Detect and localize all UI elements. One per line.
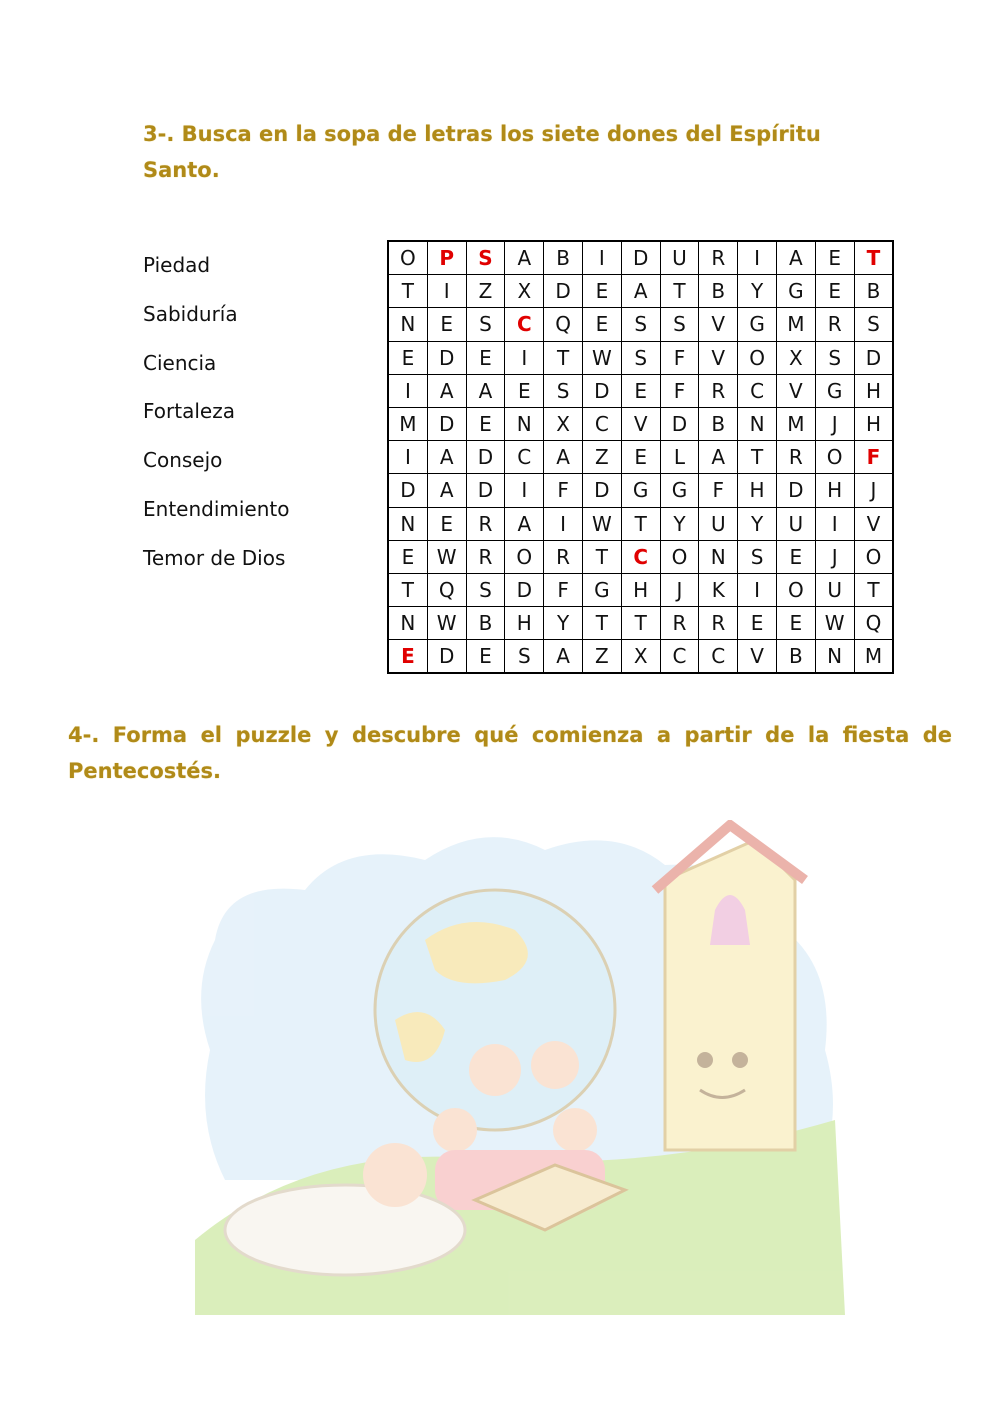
grid-cell: E bbox=[427, 507, 466, 540]
grid-cell: R bbox=[544, 540, 583, 573]
grid-cell: G bbox=[582, 573, 621, 606]
grid-cell: O bbox=[815, 441, 854, 474]
grid-cell: F bbox=[544, 573, 583, 606]
grid-cell: X bbox=[776, 341, 815, 374]
word-item: Ciencia bbox=[143, 350, 217, 375]
grid-cell: S bbox=[854, 308, 893, 341]
grid-cell: R bbox=[466, 507, 505, 540]
grid-cell: E bbox=[466, 640, 505, 674]
grid-cell: E bbox=[388, 540, 427, 573]
grid-cell: Y bbox=[738, 275, 777, 308]
grid-cell: V bbox=[621, 407, 660, 440]
grid-cell: D bbox=[582, 374, 621, 407]
grid-cell: D bbox=[776, 474, 815, 507]
grid-cell: O bbox=[738, 341, 777, 374]
grid-cell: B bbox=[776, 640, 815, 674]
word-item: Entendimiento bbox=[143, 496, 290, 521]
grid-cell: F bbox=[660, 341, 699, 374]
grid-row bbox=[388, 275, 893, 308]
grid-cell: H bbox=[505, 607, 544, 640]
grid-cell: A bbox=[699, 441, 738, 474]
grid-row bbox=[388, 441, 893, 474]
grid-cell: D bbox=[466, 474, 505, 507]
grid-cell: C bbox=[505, 441, 544, 474]
grid-cell: D bbox=[854, 341, 893, 374]
grid-cell: Y bbox=[660, 507, 699, 540]
grid-cell: N bbox=[815, 640, 854, 674]
grid-cell: Q bbox=[544, 308, 583, 341]
grid-cell: Q bbox=[854, 607, 893, 640]
word-item: Piedad bbox=[143, 253, 211, 277]
grid-cell: F bbox=[699, 474, 738, 507]
grid-row bbox=[388, 308, 893, 341]
grid-cell: W bbox=[427, 607, 466, 640]
grid-cell: Z bbox=[466, 275, 505, 308]
grid-cell: E bbox=[776, 540, 815, 573]
grid-cell: A bbox=[544, 441, 583, 474]
grid-cell: G bbox=[621, 474, 660, 507]
grid-cell: J bbox=[854, 474, 893, 507]
pentecost-illustration bbox=[195, 820, 845, 1315]
section-3-heading: 3-. Busca en la sopa de letras los siete dones del Espíritu Santo. bbox=[143, 122, 821, 182]
grid-cell: M bbox=[776, 407, 815, 440]
grid-cell: B bbox=[699, 275, 738, 308]
grid-cell: Z bbox=[582, 640, 621, 674]
grid-cell: E bbox=[621, 441, 660, 474]
grid-cell: E bbox=[427, 308, 466, 341]
word-item: Consejo bbox=[143, 448, 223, 473]
grid-cell: I bbox=[582, 241, 621, 275]
grid-cell: N bbox=[388, 308, 427, 341]
grid-cell: I bbox=[505, 474, 544, 507]
word-item: Fortaleza bbox=[143, 399, 235, 424]
grid-cell: B bbox=[854, 275, 893, 308]
grid-cell: W bbox=[582, 341, 621, 374]
grid-cell: I bbox=[738, 573, 777, 606]
child-head bbox=[433, 1108, 477, 1152]
grid-cell: E bbox=[505, 374, 544, 407]
grid-cell: H bbox=[854, 374, 893, 407]
grid-cell: A bbox=[505, 507, 544, 540]
grid-cell: C bbox=[621, 540, 660, 573]
grid-cell: N bbox=[388, 507, 427, 540]
grid-cell: V bbox=[699, 308, 738, 341]
grid-cell: T bbox=[621, 607, 660, 640]
grid-cell: Y bbox=[544, 607, 583, 640]
grid-cell: J bbox=[815, 407, 854, 440]
grid-cell: D bbox=[660, 407, 699, 440]
grid-cell: D bbox=[427, 407, 466, 440]
grid-cell: P bbox=[427, 241, 466, 275]
grid-cell: Z bbox=[582, 441, 621, 474]
grid-cell: M bbox=[776, 308, 815, 341]
grid-cell: V bbox=[699, 341, 738, 374]
grid-cell: R bbox=[699, 241, 738, 275]
grid-cell: E bbox=[388, 640, 427, 674]
grid-cell: A bbox=[427, 474, 466, 507]
grid-cell: L bbox=[660, 441, 699, 474]
grid-cell: N bbox=[738, 407, 777, 440]
grid-cell: T bbox=[621, 507, 660, 540]
grid-cell: U bbox=[699, 507, 738, 540]
grid-cell: F bbox=[854, 441, 893, 474]
grid-cell: I bbox=[388, 374, 427, 407]
grid-cell: S bbox=[660, 308, 699, 341]
grid-cell: H bbox=[854, 407, 893, 440]
grid-cell: A bbox=[427, 441, 466, 474]
grid-row bbox=[388, 374, 893, 407]
word-list bbox=[143, 246, 289, 588]
grid-cell: F bbox=[660, 374, 699, 407]
grid-cell: B bbox=[544, 241, 583, 275]
grid-cell: S bbox=[466, 241, 505, 275]
grid-cell: E bbox=[466, 341, 505, 374]
person-head bbox=[469, 1044, 521, 1096]
grid-cell: T bbox=[544, 341, 583, 374]
grid-cell: S bbox=[505, 640, 544, 674]
grid-cell: X bbox=[621, 640, 660, 674]
grid-cell: T bbox=[388, 275, 427, 308]
grid-cell: T bbox=[854, 573, 893, 606]
grid-cell: J bbox=[815, 540, 854, 573]
grid-cell: V bbox=[776, 374, 815, 407]
grid-cell: G bbox=[738, 308, 777, 341]
church-tower bbox=[665, 840, 795, 1150]
grid-cell: I bbox=[388, 441, 427, 474]
grid-cell: I bbox=[505, 341, 544, 374]
grid-row bbox=[388, 507, 893, 540]
grid-cell: S bbox=[544, 374, 583, 407]
grid-cell: I bbox=[738, 241, 777, 275]
grid-cell: J bbox=[660, 573, 699, 606]
grid-cell: A bbox=[776, 241, 815, 275]
grid-cell: E bbox=[582, 308, 621, 341]
grid-cell: D bbox=[466, 441, 505, 474]
grid-cell: R bbox=[776, 441, 815, 474]
grid-row bbox=[388, 540, 893, 573]
grid-cell: T bbox=[388, 573, 427, 606]
grid-cell: A bbox=[427, 374, 466, 407]
section-4-heading: 4-. Forma el puzzle y descubre qué comienza a partir de la fiesta de Pentecostés. bbox=[68, 723, 952, 783]
tower-eye bbox=[697, 1052, 713, 1068]
word-item: Sabiduría bbox=[143, 301, 238, 326]
grid-cell: S bbox=[621, 308, 660, 341]
grid-cell: D bbox=[582, 474, 621, 507]
grid-cell: S bbox=[621, 341, 660, 374]
grid-cell: U bbox=[660, 241, 699, 275]
grid-cell: E bbox=[388, 341, 427, 374]
illustration-art bbox=[195, 825, 845, 1315]
grid-cell: A bbox=[466, 374, 505, 407]
grid-cell: W bbox=[815, 607, 854, 640]
grid-cell: E bbox=[815, 275, 854, 308]
grid-cell: X bbox=[505, 275, 544, 308]
grid-cell: H bbox=[738, 474, 777, 507]
grid-cell: E bbox=[621, 374, 660, 407]
grid-cell: C bbox=[738, 374, 777, 407]
grid-cell: E bbox=[466, 407, 505, 440]
grid-cell: G bbox=[815, 374, 854, 407]
grid-cell: V bbox=[854, 507, 893, 540]
grid-cell: I bbox=[544, 507, 583, 540]
grid-cell: D bbox=[505, 573, 544, 606]
grid-row bbox=[388, 241, 893, 275]
grid-cell: O bbox=[776, 573, 815, 606]
word-item: Temor de Dios bbox=[143, 545, 286, 570]
grid-cell: H bbox=[621, 573, 660, 606]
grid-cell: E bbox=[776, 607, 815, 640]
grid-cell: T bbox=[582, 540, 621, 573]
grid-cell: C bbox=[660, 640, 699, 674]
grid-cell: I bbox=[815, 507, 854, 540]
grid-cell: R bbox=[660, 607, 699, 640]
grid-cell: H bbox=[815, 474, 854, 507]
grid-cell: K bbox=[699, 573, 738, 606]
grid-cell: R bbox=[815, 308, 854, 341]
grid-row bbox=[388, 407, 893, 440]
grid-cell: N bbox=[388, 607, 427, 640]
grid-cell: G bbox=[660, 474, 699, 507]
grid-cell: B bbox=[466, 607, 505, 640]
grid-cell: Y bbox=[738, 507, 777, 540]
old-man-body bbox=[225, 1185, 465, 1275]
old-man-head bbox=[363, 1143, 427, 1207]
grid-cell: R bbox=[699, 374, 738, 407]
grid-cell: O bbox=[660, 540, 699, 573]
grid-cell: S bbox=[815, 341, 854, 374]
grid-cell: A bbox=[621, 275, 660, 308]
grid-cell: S bbox=[466, 308, 505, 341]
grid-cell: A bbox=[544, 640, 583, 674]
grid-cell: X bbox=[544, 407, 583, 440]
grid-row bbox=[388, 573, 893, 606]
grid-cell: C bbox=[582, 407, 621, 440]
grid-row bbox=[388, 474, 893, 507]
grid-cell: T bbox=[660, 275, 699, 308]
grid-cell: A bbox=[505, 241, 544, 275]
grid-cell: M bbox=[854, 640, 893, 674]
grid-cell: T bbox=[738, 441, 777, 474]
grid-cell: N bbox=[505, 407, 544, 440]
grid-cell: Q bbox=[427, 573, 466, 606]
grid-cell: E bbox=[582, 275, 621, 308]
word-search-grid bbox=[387, 240, 894, 674]
person-head bbox=[531, 1041, 579, 1089]
continent bbox=[425, 922, 528, 983]
grid-cell: D bbox=[544, 275, 583, 308]
grid-row bbox=[388, 640, 893, 674]
grid-cell: R bbox=[699, 607, 738, 640]
grid-cell: S bbox=[738, 540, 777, 573]
grid-cell: O bbox=[854, 540, 893, 573]
grid-cell: I bbox=[427, 275, 466, 308]
grid-cell: U bbox=[815, 573, 854, 606]
grid-cell: D bbox=[427, 341, 466, 374]
grid-cell: W bbox=[427, 540, 466, 573]
grid-cell: C bbox=[699, 640, 738, 674]
grid-cell: D bbox=[621, 241, 660, 275]
grid-cell: N bbox=[699, 540, 738, 573]
grid-cell: B bbox=[699, 407, 738, 440]
grid-cell: T bbox=[854, 241, 893, 275]
grid-row bbox=[388, 341, 893, 374]
grid-cell: M bbox=[388, 407, 427, 440]
grid-row bbox=[388, 607, 893, 640]
grid-cell: D bbox=[388, 474, 427, 507]
grid-cell: U bbox=[776, 507, 815, 540]
grid-cell: F bbox=[544, 474, 583, 507]
grid-cell: C bbox=[505, 308, 544, 341]
grid-cell: E bbox=[815, 241, 854, 275]
tower-eye bbox=[732, 1052, 748, 1068]
grid-cell: R bbox=[466, 540, 505, 573]
grid-cell: O bbox=[388, 241, 427, 275]
grid-cell: O bbox=[505, 540, 544, 573]
grid-cell: W bbox=[582, 507, 621, 540]
grid-cell: S bbox=[466, 573, 505, 606]
grid-cell: G bbox=[776, 275, 815, 308]
grid-cell: T bbox=[582, 607, 621, 640]
grid-cell: E bbox=[738, 607, 777, 640]
grid-cell: V bbox=[738, 640, 777, 674]
grid-cell: D bbox=[427, 640, 466, 674]
child-head bbox=[553, 1108, 597, 1152]
